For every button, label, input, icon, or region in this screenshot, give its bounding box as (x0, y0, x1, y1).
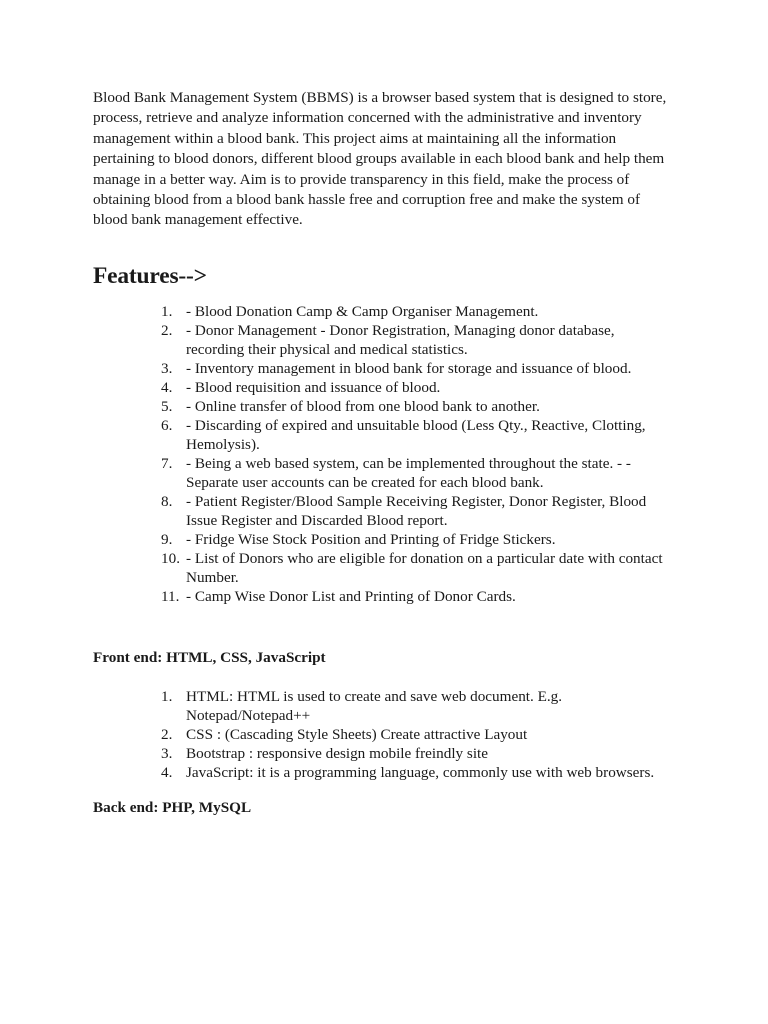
list-item-number: 11. (161, 587, 180, 605)
front-end-list (93, 687, 673, 782)
list-item-number: 8. (161, 492, 173, 510)
list-item-text: - Patient Register/Blood Sample Receiving Register, Donor Register, Blood Issue Register and Discarded Blood report. (186, 492, 647, 529)
list-item-number: 1. (161, 687, 173, 705)
features-heading-arrow: --> (178, 262, 207, 289)
list-item-number: 3. (161, 744, 173, 762)
list-item (93, 302, 673, 321)
features-heading (93, 262, 673, 290)
list-item-number: 5. (161, 397, 173, 415)
list-item (93, 454, 673, 492)
list-item-text: - Fridge Wise Stock Position and Printing of Fridge Stickers. (186, 530, 556, 548)
list-item-number: 2. (161, 725, 173, 743)
list-item (93, 492, 673, 530)
list-item-number: 9. (161, 530, 173, 548)
list-item (93, 587, 673, 606)
list-item-text: Bootstrap : responsive design mobile freindly site (186, 744, 489, 762)
list-item-text: HTML: HTML is used to create and save web document. E.g. Notepad/Notepad++ (186, 687, 563, 724)
list-item-number: 1. (161, 302, 173, 320)
document-page (93, 88, 673, 818)
back-end-heading: Back end: PHP, MySQL (93, 798, 252, 816)
list-item-number: 7. (161, 454, 173, 472)
list-item-text: - Blood Donation Camp & Camp Organiser Management. (186, 302, 539, 320)
list-item-number: 10. (161, 549, 180, 567)
list-item-number: 4. (161, 763, 173, 781)
list-item-number: 3. (161, 359, 173, 377)
list-item-text: CSS : (Cascading Style Sheets) Create attractive Layout (186, 725, 528, 743)
front-end-heading: Front end: HTML, CSS, JavaScript (93, 648, 326, 666)
list-item (93, 530, 673, 549)
features-list (93, 302, 673, 606)
list-item-text: - Discarding of expired and unsuitable blood (Less Qty., Reactive, Clotting, Hemolysis). (186, 416, 646, 453)
list-item-number: 2. (161, 321, 173, 339)
list-item-text: - Inventory management in blood bank for storage and issuance of blood. (186, 359, 632, 377)
list-item-text: JavaScript: it is a programming language, commonly use with web browsers. (186, 763, 655, 781)
list-item (93, 397, 673, 416)
intro-paragraph: Blood Bank Management System (BBMS) is a browser based system that is designed to store, process, retrieve and analyze information concerned with the administrative and inventory management within a blood bank. This project aims at maintaining all the information pertaining to blood donors, different blood groups available in each blood bank and help them manage in a better way. Aim is to provide transparency in this field, make the process of obtaining blood from a blood bank hassle free and corruption free and make the system of blood bank management effective. (93, 89, 667, 229)
list-item-text: - Online transfer of blood from one blood bank to another. (186, 397, 540, 415)
list-item (93, 549, 673, 587)
list-item (93, 359, 673, 378)
list-item-text: - List of Donors who are eligible for donation on a particular date with contact Number. (186, 549, 663, 586)
list-item (93, 687, 673, 725)
list-item-text: - Donor Management - Donor Registration, Managing donor database, recording their physical and medical statistics. (186, 321, 615, 358)
list-item (93, 744, 673, 763)
list-item (93, 725, 673, 744)
list-item (93, 416, 673, 454)
list-item-number: 4. (161, 378, 173, 396)
features-heading-text: Features (93, 262, 179, 289)
list-item-number: 6. (161, 416, 173, 434)
list-item (93, 321, 673, 359)
list-item-text: - Being a web based system, can be implemented throughout the state. - - Separate user accounts can be created for each blood bank. (186, 454, 631, 491)
list-item-text: - Camp Wise Donor List and Printing of Donor Cards. (186, 587, 516, 605)
list-item-text: - Blood requisition and issuance of blood. (186, 378, 441, 396)
list-item (93, 763, 673, 782)
list-item (93, 378, 673, 397)
